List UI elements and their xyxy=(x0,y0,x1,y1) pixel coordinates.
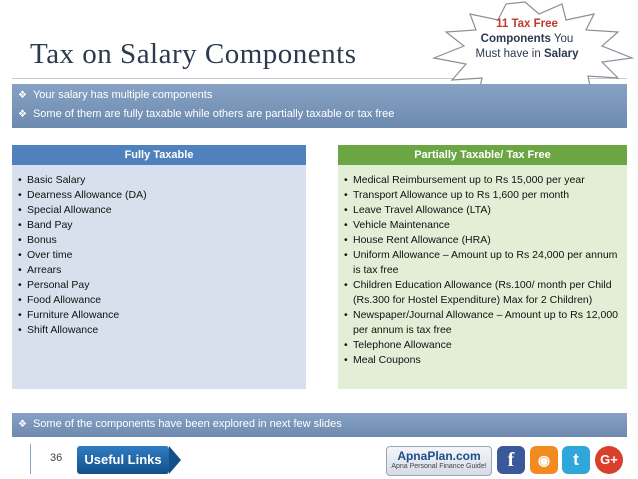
intro-point: ❖ Your salary has multiple components xyxy=(18,89,213,101)
diamond-bullet-icon: ❖ xyxy=(18,90,27,101)
intro-banner xyxy=(12,84,627,128)
list-item: • Basic Salary xyxy=(18,173,147,188)
list-item: • House Rent Allowance (HRA) xyxy=(344,233,622,248)
google-plus-icon[interactable]: G+ xyxy=(595,446,623,474)
list-item: • Personal Pay xyxy=(18,278,147,293)
apnaplan-logo-link[interactable] xyxy=(386,446,492,476)
page-number: 36 xyxy=(50,452,63,464)
useful-links-label: Useful Links xyxy=(77,446,169,474)
callout-line2: Components You xyxy=(480,33,574,45)
partially-taxable-list xyxy=(344,173,622,368)
list-item: • Shift Allowance xyxy=(18,323,147,338)
list-item: • Vehicle Maintenance xyxy=(344,218,622,233)
footer-note: ❖ Some of the components have been explored in next few slides xyxy=(18,418,342,430)
list-item: • Newspaper/Journal Allowance – Amount up to Rs 12,000 per annum is tax free xyxy=(344,308,622,338)
apnaplan-name: ApnaPlan.com xyxy=(397,449,481,463)
list-item: • Dearness Allowance (DA) xyxy=(18,188,147,203)
rss-icon[interactable]: ◉ xyxy=(530,446,558,474)
list-item: • Food Allowance xyxy=(18,293,147,308)
list-item: • Transport Allowance up to Rs 1,600 per month xyxy=(344,188,622,203)
apnaplan-tagline: Apna Personal Finance Guide! xyxy=(391,463,487,470)
fully-taxable-header: Fully Taxable xyxy=(12,145,306,165)
arrow-right-icon xyxy=(169,446,181,474)
list-item: • Band Pay xyxy=(18,218,147,233)
twitter-icon[interactable]: t xyxy=(562,446,590,474)
partially-taxable-panel xyxy=(338,165,627,389)
page-title: Tax on Salary Components xyxy=(30,38,357,70)
callout-line3: Must have in Salary xyxy=(475,48,579,60)
list-item: • Medical Reimbursement up to Rs 15,000 per year xyxy=(344,173,622,188)
diamond-bullet-icon: ❖ xyxy=(18,109,27,120)
list-item: • Meal Coupons xyxy=(344,353,622,368)
fully-taxable-list xyxy=(18,173,147,338)
list-item: • Special Allowance xyxy=(18,203,147,218)
list-item: • Bonus xyxy=(18,233,147,248)
list-item: • Furniture Allowance xyxy=(18,308,147,323)
list-item: • Uniform Allowance – Amount up to Rs 24,000 per annum is tax free xyxy=(344,248,622,278)
partially-taxable-header: Partially Taxable/ Tax Free xyxy=(338,145,627,165)
facebook-icon[interactable]: f xyxy=(497,446,525,474)
diamond-bullet-icon: ❖ xyxy=(18,419,27,430)
footer-banner xyxy=(12,413,627,437)
list-item: • Children Education Allowance (Rs.100/ month per Child (Rs.300 for Hostel Expenditure) Max for 2 Children) xyxy=(344,278,622,308)
callout-line1: 11 Tax Free xyxy=(496,18,558,30)
intro-point: ❖ Some of them are fully taxable while others are partially taxable or tax free xyxy=(18,108,395,120)
list-item: • Leave Travel Allowance (LTA) xyxy=(344,203,622,218)
list-item: • Telephone Allowance xyxy=(344,338,622,353)
fully-taxable-panel xyxy=(12,165,306,389)
callout-text xyxy=(452,17,602,62)
list-item: • Arrears xyxy=(18,263,147,278)
footer-divider xyxy=(30,444,31,474)
list-item: • Over time xyxy=(18,248,147,263)
useful-links-button[interactable] xyxy=(77,446,181,474)
